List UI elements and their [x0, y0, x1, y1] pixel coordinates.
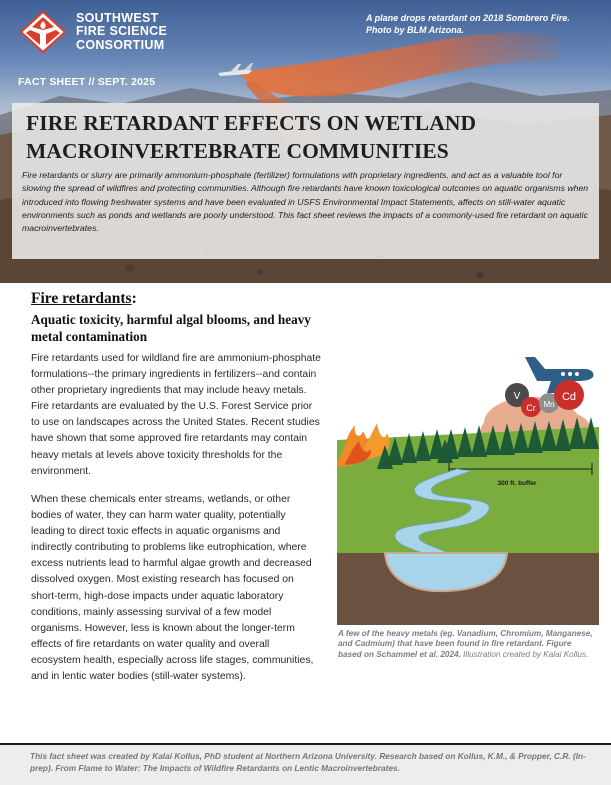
metal-mn-label: Mn — [543, 400, 555, 409]
consortium-name-line2: FIRE SCIENCE — [76, 24, 168, 39]
consortium-name-line3: CONSORTIUM — [76, 37, 165, 52]
metal-cr-label: Cr — [526, 403, 536, 413]
section-heading — [31, 290, 137, 308]
body-paragraph-2: When these chemicals enter streams, wetlands, or other bodies of water, they can harm water quality, potentially leading to direct toxic effects in aquatic organisms and indirectly contributing to problems like eutrophication, where excess nutrients lead to harmful algae growth and decreased dissolved oxygen. Most existing research has focused on short-term, high-dose impacts under aquatic laboratory conditions, mainly assessing survival of a few model organisms. However, less is known about the longer-term effects of fire retardants on water quality and overall ecosystem health, especially across life stages, communities, and in lentic water bodies (still-water systems). — [31, 494, 314, 683]
page-title-line2: MACROINVERTEBRATE COMMUNITIES — [26, 139, 449, 163]
footer-credit: This fact sheet was created by Kalai Kollus, PhD student at Northern Arizona University. Research based on Kollus, K.M., & Propper, C.R. (In-prep). From Flame to Water: The Impacts of Wildfire Retardants on Lentic Macroinvertebrates. — [30, 751, 586, 773]
retardant-illustration — [337, 345, 599, 625]
section-subheading: Aquatic toxicity, harmful algal blooms, and heavy metal contamination — [31, 312, 311, 344]
buffer-label: 300 ft. buffer — [497, 480, 537, 487]
intro-paragraph: Fire retardants or slurry are primarily ammonium-phosphate (fertilizer) formulations with proprietary ingredients, and act as a valuable tool for slowing the spread of wildfires and protecting communities. Although fire retardants have known toxicological outcomes on aquatic organisms when introduced into flowing freshwater systems and have been evaluated in USFS Environmental Impact Statements, affects on still-water aquatic environments such as ponds and wetlands are poorly understood. This fact sheet reviews the impacts of a commonly-used fire retardant on aquatic macroinvertebrates. — [22, 170, 589, 234]
figure-caption — [338, 629, 596, 660]
hero-banner — [0, 0, 611, 283]
metal-cd — [554, 380, 584, 410]
title-box — [12, 103, 599, 259]
consortium-name-line1: SOUTHWEST — [76, 10, 159, 25]
page-title-line1: FIRE RETARDANT EFFECTS ON WETLAND — [26, 111, 477, 135]
metal-cd-label: Cd — [561, 391, 577, 403]
section-heading-text: Fire retardants — [31, 290, 132, 307]
consortium-logo — [18, 10, 167, 54]
fact-sheet-date: FACT SHEET // SEPT. 2025 — [18, 76, 156, 88]
figure-caption-bold: A few of the heavy metals (eg. Vanadium, Chromium, Manganese, and Cadmium) that have been found in fire retardant. Figure based on Schammel et al. 2024. — [338, 629, 593, 659]
photo-credit: A plane drops retardant on 2018 Sombrero Fire. Photo by BLM Arizona. — [366, 13, 570, 35]
footer — [0, 743, 611, 785]
body-paragraph-1: Fire retardants used for wildland fire are ammonium-phosphate formulations--the primary ingredients in fertilizers--and contain other proprietary ingredients that may include heavy metals. Fire retardants are evaluated by the U.S. Forest Service prior to use on landscapes across the United States. Recent studies have shown that some approved fire retardants may contain heavy metals at levels above toxicity thresholds for the environment. — [31, 353, 321, 477]
metal-cr — [521, 397, 541, 417]
section-heading-colon: : — [131, 290, 137, 307]
page-title — [26, 109, 591, 165]
metal-v-label: V — [513, 391, 521, 402]
logo-mark-icon — [18, 10, 68, 54]
figure-caption-credit: Illustration created by Kalai Kollus. — [460, 649, 589, 659]
consortium-name — [76, 12, 167, 53]
